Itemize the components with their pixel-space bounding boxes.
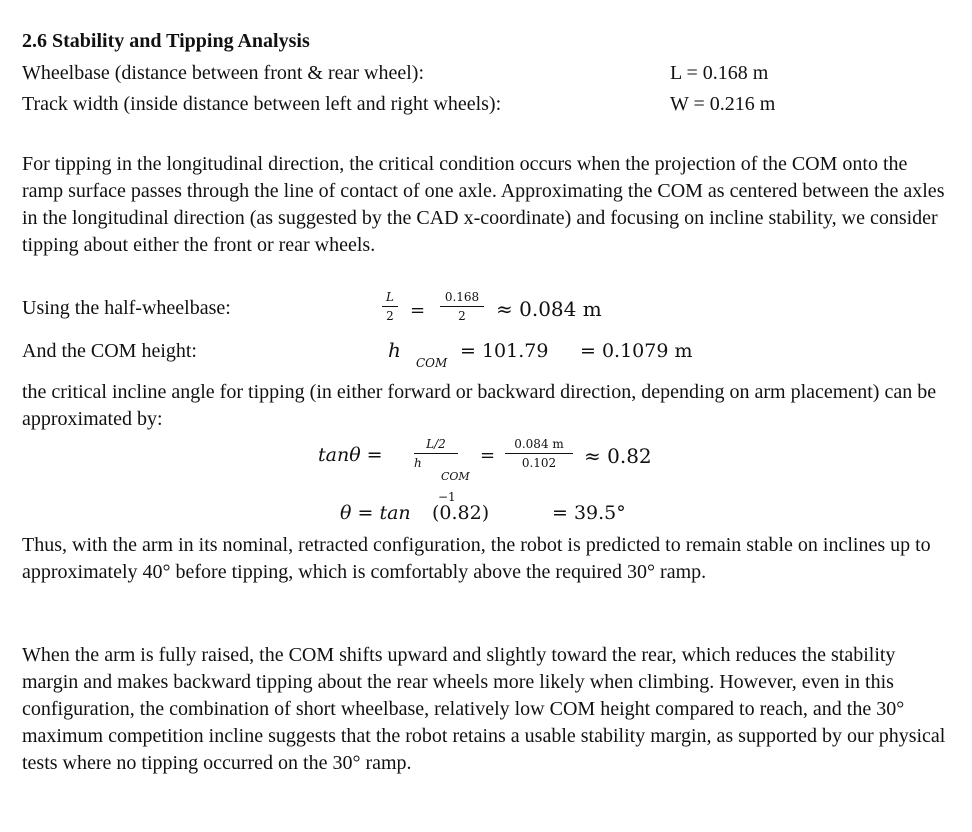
theta-argument: (0.82) xyxy=(432,502,490,524)
fraction-L-over-2: L 2 xyxy=(382,290,398,323)
track-width-label: Track width (inside distance between left and right wheels): xyxy=(22,93,502,115)
half-wheelbase-result: ≈ 0.084 m xyxy=(496,297,602,321)
paragraph-stability-conclusion: Thus, with the arm in its nominal, retracted configuration, the robot is predicted to remain stable on inclines up to approximately 40° before tipping, which is comfortably above the required 30° ramp. xyxy=(22,534,931,583)
equals-sign: = xyxy=(410,300,426,321)
paragraph-arm-raised: When the arm is fully raised, the COM shifts upward and slightly toward the rear, which reduces the stability margin and makes backward tipping about the rear wheels more likely when climbing. However, even in this configuration, the combination of short wheelbase, relatively low COM height compared to reach, and the 30° maximum competition incline suggests that the robot retains a usable stability margin, as supported by our physical tests where no tipping occurred on the 30° ramp. xyxy=(22,644,946,774)
fraction-0168-over-2: 0.168 2 xyxy=(440,290,484,323)
paragraph-longitudinal-tipping: For tipping in the longitudinal direction, the critical condition occurs when the projection of the COM onto the ramp surface passes through the line of contact of one axle. Approximating the COM as centered between the axles in the longitudinal direction (as suggested by the CAD x-coordinate) and focusing on incline stability, we consider tipping about either the front or rear wheels. xyxy=(22,153,945,256)
theta-lhs: θ = tan xyxy=(340,502,411,524)
section-title: 2.6 Stability and Tipping Analysis xyxy=(22,30,310,52)
fraction-0084-over-0102: 0.084 m 0.102 xyxy=(505,437,573,470)
tan-theta-result: ≈ 0.82 xyxy=(584,444,652,468)
track-width-value: W = 0.216 m xyxy=(670,93,776,115)
half-wheelbase-label: Using the half-wheelbase: xyxy=(22,297,231,319)
theta-result: = 39.5° xyxy=(552,502,626,524)
paragraph-critical-angle: the critical incline angle for tipping (in either forward or backward direction, depending on arm placement) can be approximated by: xyxy=(22,381,937,430)
com-height-m: = 0.1079 m xyxy=(580,340,693,362)
com-height-mm: = 101.79 xyxy=(460,340,549,362)
com-subscript: COM xyxy=(416,356,448,370)
com-height-label: And the COM height: xyxy=(22,340,197,362)
fraction-L2-over-hcom: L/2 h xyxy=(414,437,458,470)
wheelbase-value: L = 0.168 m xyxy=(670,62,769,84)
hcom-subscript: COM xyxy=(441,470,470,483)
tan-theta-lhs: tanθ = xyxy=(318,444,383,466)
h-variable: h xyxy=(388,338,401,362)
wheelbase-label: Wheelbase (distance between front & rear wheel): xyxy=(22,62,425,84)
equals-sign-2: = xyxy=(480,445,496,466)
inverse-superscript: −1 xyxy=(438,490,456,504)
